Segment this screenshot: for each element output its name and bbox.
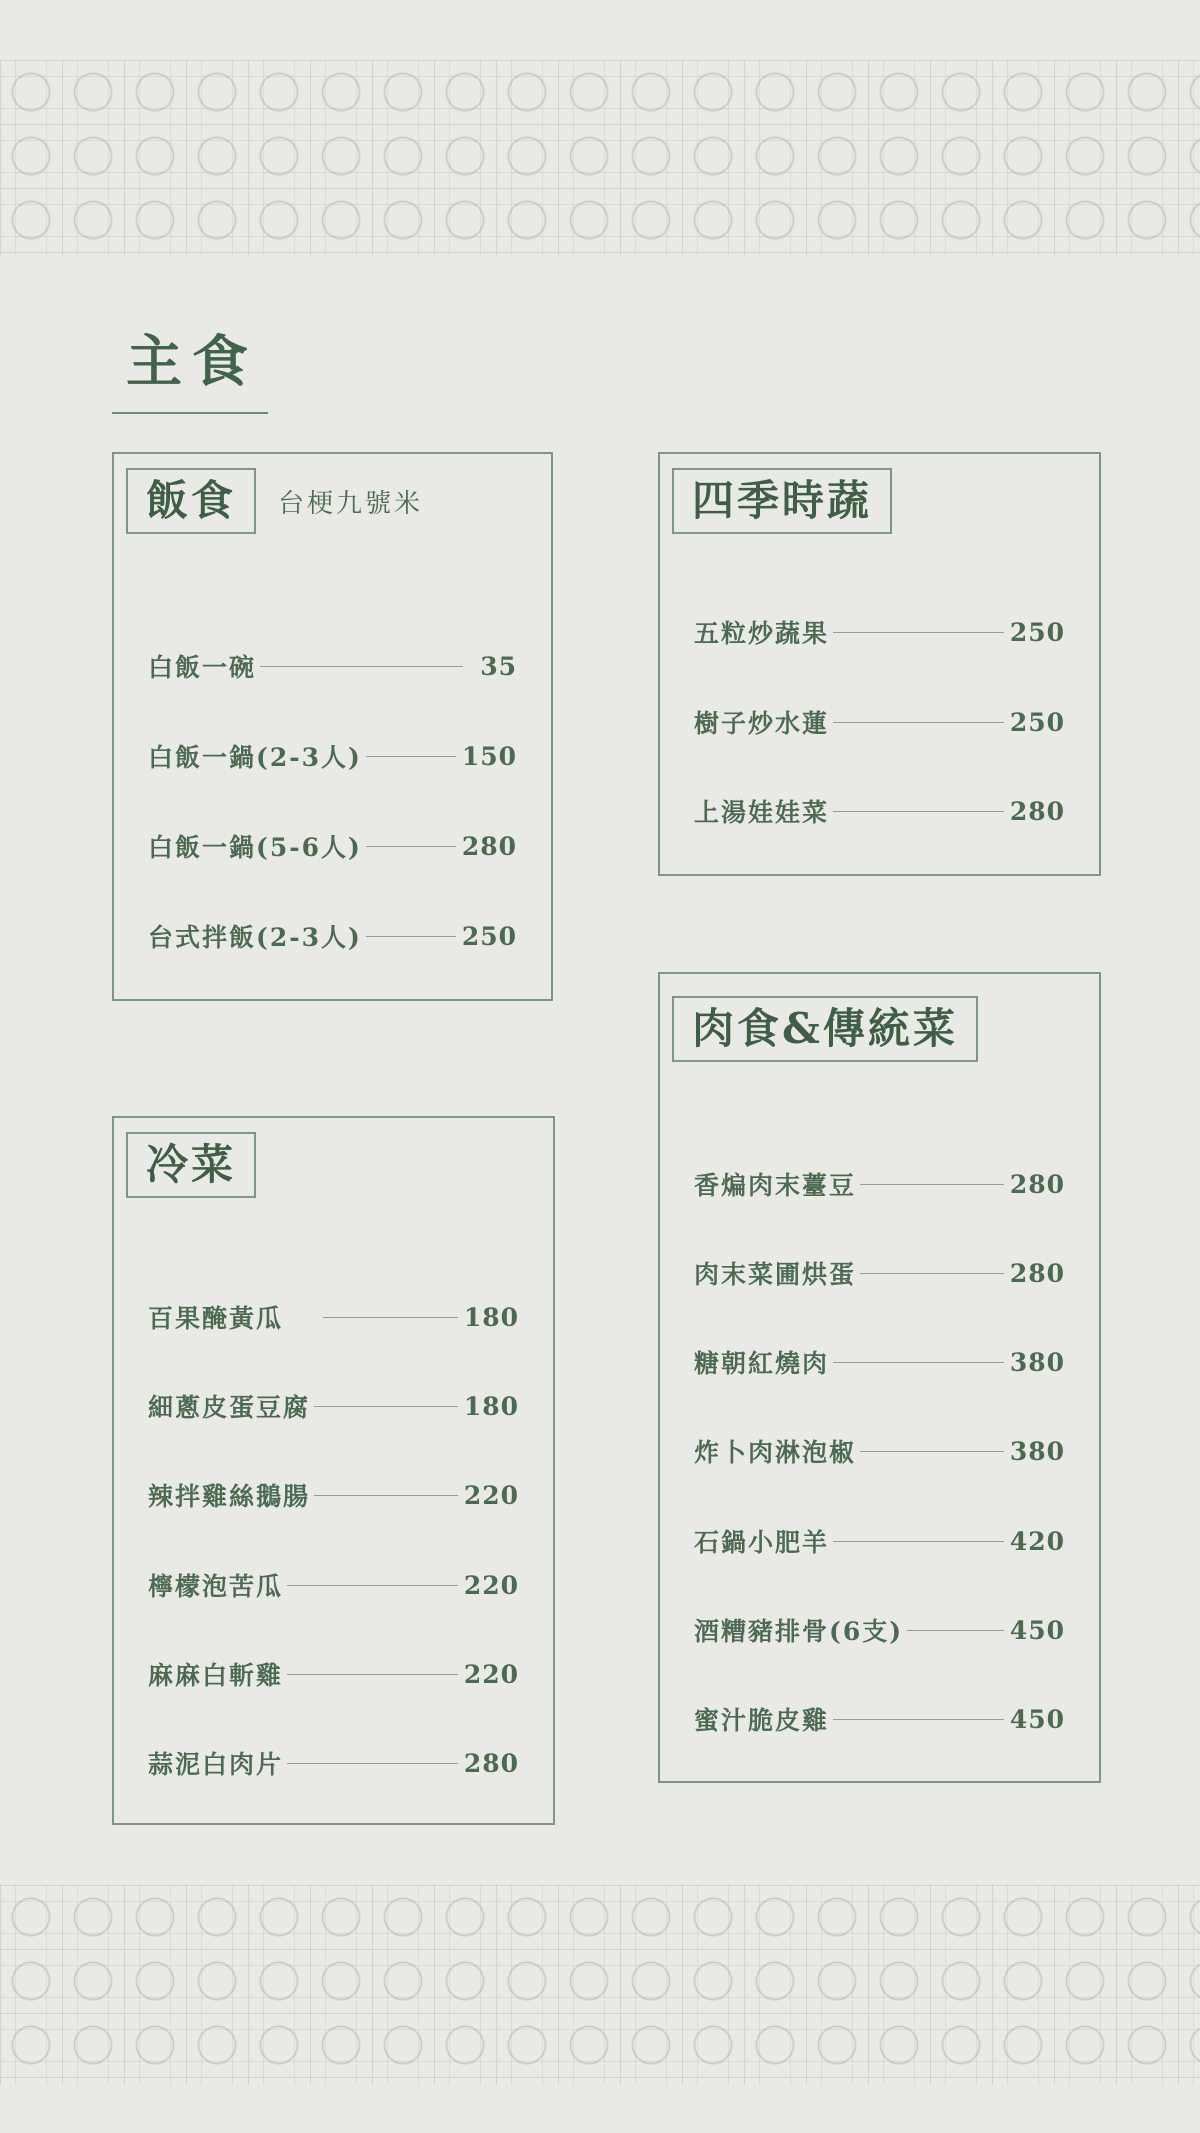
rice-section-header [126, 468, 423, 534]
menu-item-name: 上湯娃娃菜 [694, 798, 830, 827]
menu-item-price: 280 [1009, 1169, 1065, 1199]
leader-line [260, 666, 463, 667]
menu-item [148, 646, 517, 686]
menu-item [694, 1164, 1065, 1204]
menu-item-name: 檸檬泡苦瓜 [148, 1572, 284, 1601]
menu-item [694, 1610, 1065, 1650]
vegetables-section-header [672, 468, 892, 534]
cold-dishes-section [112, 1116, 555, 1825]
menu-item [148, 1654, 519, 1694]
menu-item-price: 280 [1009, 1258, 1065, 1288]
menu-item-price: 280 [461, 831, 517, 861]
leader-line [287, 1674, 458, 1675]
menu-item-price: 250 [461, 921, 517, 951]
menu-item-name: 樹子炒水蓮 [694, 709, 830, 738]
menu-item [148, 1743, 519, 1783]
leader-line [833, 722, 1004, 723]
menu-item-price: 150 [461, 741, 517, 771]
menu-item-price: 220 [463, 1480, 519, 1510]
menu-item-price: 250 [1009, 707, 1065, 737]
menu-item [148, 1297, 519, 1337]
menu-item-name: 炸卜肉淋泡椒 [694, 1438, 857, 1467]
menu-item-price: 380 [1009, 1347, 1065, 1377]
leader-line [323, 1317, 458, 1318]
rice-section-label: 飯食 [126, 468, 256, 534]
menu-item-name: 辣拌雞絲鵝腸 [148, 1482, 311, 1511]
vegetables-section [658, 452, 1101, 876]
leader-line [366, 756, 456, 757]
menu-item-name: 香煸肉末薹豆 [694, 1171, 857, 1200]
meat-traditional-section [658, 972, 1101, 1783]
leader-line [860, 1451, 1004, 1452]
menu-item [148, 826, 517, 866]
menu-item-name: 白飯一鍋(2-3人) [148, 743, 362, 772]
menu-item-price: 420 [1009, 1526, 1065, 1556]
menu-item-name: 蜜汁脆皮雞 [694, 1706, 830, 1735]
menu-item [694, 1342, 1065, 1382]
menu-item-name: 百果醃黃瓜 [148, 1304, 284, 1333]
menu-item [694, 612, 1065, 652]
menu-item-price: 280 [1009, 796, 1065, 826]
menu-item-name: 糖朝紅燒肉 [694, 1349, 830, 1378]
menu-item [694, 791, 1065, 831]
menu-item-price: 180 [463, 1391, 519, 1421]
leader-line [833, 1362, 1004, 1363]
menu-item-name: 石鍋小肥羊 [694, 1528, 830, 1557]
menu-item [694, 1699, 1065, 1739]
meat-traditional-section-label: 肉食&傳統菜 [672, 996, 978, 1062]
menu-item-price: 35 [480, 651, 517, 681]
menu-item-name: 肉末菜圃烘蛋 [694, 1260, 857, 1289]
menu-item-price: 220 [463, 1570, 519, 1600]
bottom-decorative-pattern [0, 1885, 1200, 2085]
menu-item-name: 白飯一碗 [148, 653, 257, 682]
menu-item-name: 五粒炒蔬果 [694, 619, 830, 648]
menu-item [148, 1475, 519, 1515]
leader-line [833, 632, 1004, 633]
menu-item [148, 1565, 519, 1605]
menu-item-price: 250 [1009, 617, 1065, 647]
menu-item [148, 736, 517, 776]
leader-line [287, 1763, 458, 1764]
cold-dishes-section-header [126, 1132, 256, 1198]
cold-dishes-section-label: 冷菜 [126, 1132, 256, 1198]
menu-item-name: 白飯一鍋(5-6人) [148, 833, 362, 862]
menu-item [694, 702, 1065, 742]
leader-line [287, 1585, 458, 1586]
rice-section [112, 452, 553, 1001]
leader-line [907, 1630, 1004, 1631]
menu-item-price: 180 [463, 1302, 519, 1332]
leader-line [833, 811, 1004, 812]
menu-item-price: 380 [1009, 1436, 1065, 1466]
leader-line [860, 1273, 1004, 1274]
menu-item-price: 450 [1009, 1704, 1065, 1734]
meat-traditional-section-header [672, 996, 978, 1062]
leader-line [833, 1541, 1004, 1542]
menu-item-name: 蒜泥白肉片 [148, 1750, 284, 1779]
menu-item [694, 1431, 1065, 1471]
menu-item-price: 280 [463, 1748, 519, 1778]
menu-item-name: 酒糟豬排骨(6支) [694, 1617, 904, 1646]
menu-item [694, 1521, 1065, 1561]
page-title: 主食 [112, 318, 268, 414]
rice-section-subtitle: 台梗九號米 [278, 488, 424, 519]
leader-line [366, 846, 456, 847]
menu-item [148, 1386, 519, 1426]
menu-item-name: 台式拌飯(2-3人) [148, 923, 362, 952]
leader-line [860, 1184, 1004, 1185]
leader-line [833, 1719, 1004, 1720]
leader-line [366, 936, 456, 937]
menu-item-name: 細蔥皮蛋豆腐 [148, 1393, 311, 1422]
menu-item-price: 450 [1009, 1615, 1065, 1645]
leader-line [314, 1406, 458, 1407]
menu-item-name: 麻麻白斬雞 [148, 1661, 284, 1690]
menu-item [148, 916, 517, 956]
vegetables-section-label: 四季時蔬 [672, 468, 892, 534]
leader-line [314, 1495, 458, 1496]
menu-item-price: 220 [463, 1659, 519, 1689]
menu-item [694, 1253, 1065, 1293]
top-decorative-pattern [0, 60, 1200, 255]
